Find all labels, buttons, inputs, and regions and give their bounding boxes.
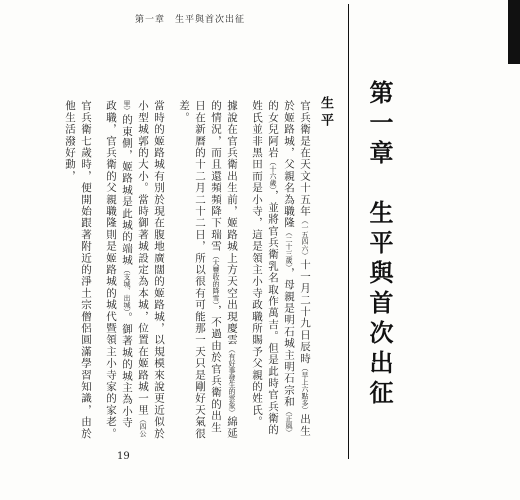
body-paragraph xyxy=(249,100,313,440)
body-text-run: 出生於姬路城，父親名為職隆 xyxy=(283,100,311,437)
body-text-run: 當時的姬路城有別於現在腹地廣闊的姬路城，以規模來說更近似於小型城郭的大小。當時御著城設定為本城，位置在姬路城一里 xyxy=(137,100,165,440)
chapter-title: 第一章 生平與首次出征 xyxy=(365,80,394,410)
body-text-run: 的女兒阿岩 xyxy=(267,100,279,159)
body-paragraph xyxy=(103,100,167,440)
body-paragraph xyxy=(176,100,240,440)
body-text-run: 據說在官兵衛出生前，姬路城上方天空出現慶雲 xyxy=(226,100,238,346)
body-text-run: 。御著城的城主為小寺政職，官兵衛的父親職隆則是姬路城的城代暨領主小寺家的家老。 xyxy=(105,100,133,440)
inline-note: （大豐收的降雪） xyxy=(212,252,220,305)
body-paragraph xyxy=(62,100,94,440)
inline-note: （早上六點多） xyxy=(301,364,309,414)
inline-note: （一五四六） xyxy=(301,217,309,259)
inline-note: （十六歲） xyxy=(269,158,277,190)
body-text-run: 十一月二十九日辰時 xyxy=(299,259,311,365)
body-text-run: ，不過由於官兵衛的出生日在新曆的十二月二十二日，所以很有可能那一天只是剛好天氣很差。 xyxy=(178,100,222,440)
body-text xyxy=(64,100,313,440)
page-number: 19 xyxy=(117,451,130,462)
inline-note: （二十三歲） xyxy=(285,228,293,268)
inline-note: （四公里） xyxy=(123,100,147,437)
chapter-divider-rule xyxy=(348,4,349,459)
body-text-run: ，並將官兵衛乳名取作萬吉。但是此時官兵衛的姓氏並非黑田而是小寺，這是領主小寺政職所賜予父親的姓氏。 xyxy=(251,100,279,436)
body-text-run: 的東側，姬路城是此城的端城 xyxy=(121,114,133,267)
body-text-run: ，母親是明石城主明石宗和 xyxy=(283,267,295,408)
inline-note: （有好事發生的雲象） xyxy=(228,345,236,416)
running-header: 第一章 生平與首次出征 xyxy=(135,15,246,25)
inline-note: （支城、出城） xyxy=(123,266,131,312)
chapter-thumb-tab xyxy=(508,0,520,64)
body-text-run: 官兵衛七歲時，便開始跟著附近的淨土宗僧侶圓滿學習知識，由於他生活潑好動， xyxy=(64,100,92,440)
section-title: 生平 xyxy=(318,96,333,130)
inline-note: （正風） xyxy=(285,407,293,436)
body-text-run: 綿延的情況，而且還頻頻降下瑞雪 xyxy=(210,100,238,440)
body-text-run: 官兵衛是在天文十五年 xyxy=(299,100,311,217)
